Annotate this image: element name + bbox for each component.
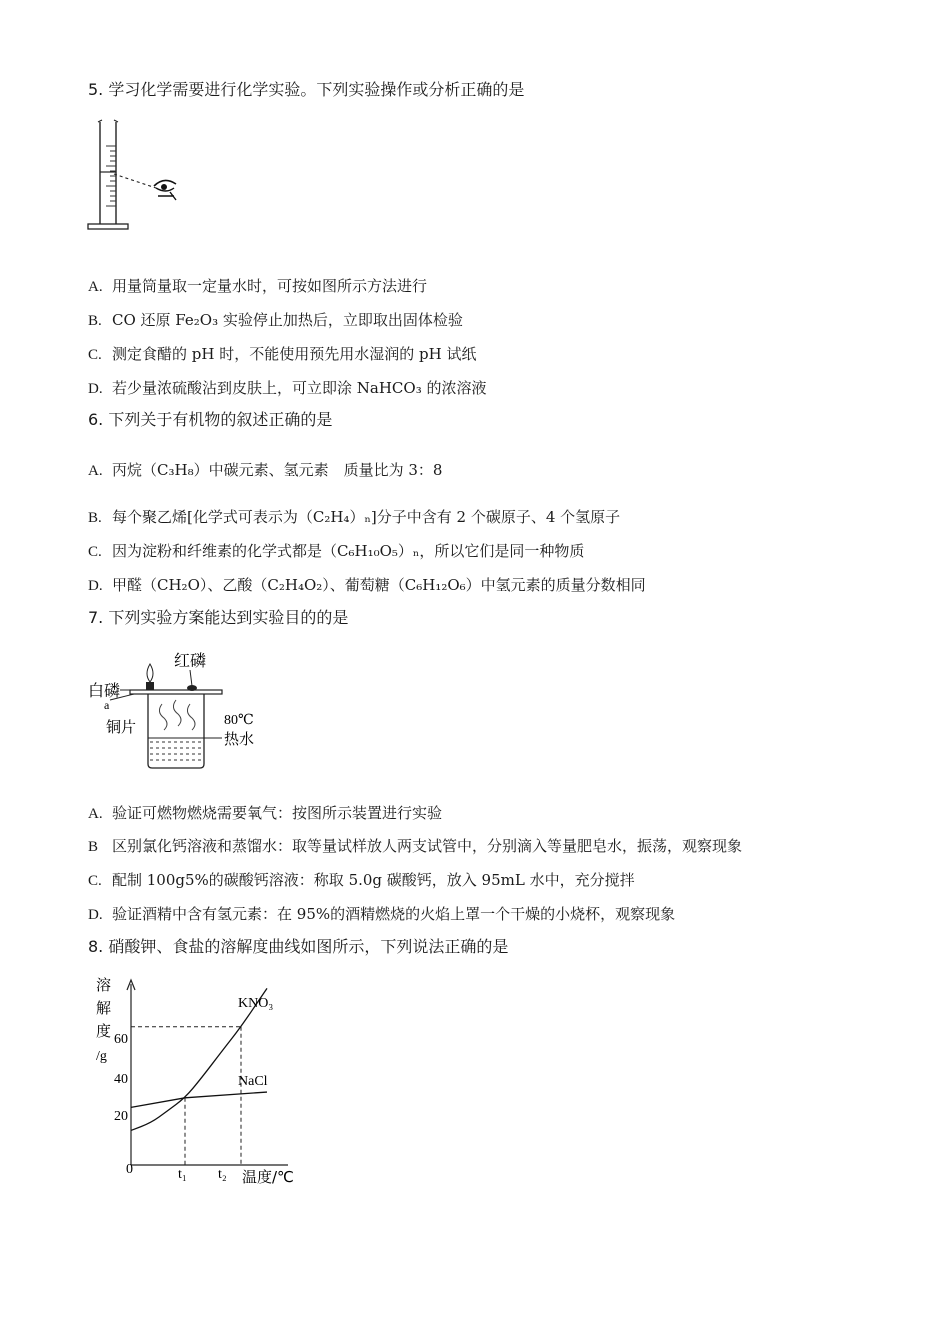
ytick-40: 40 — [114, 1072, 128, 1087]
option-7a: A. 验证可燃物燃烧需要氧气：按图所示装置进行实验 — [88, 804, 443, 822]
origin-label: 0 — [126, 1162, 133, 1177]
ylabel-char-2: 解 — [96, 999, 112, 1017]
ytick-60: 60 — [114, 1032, 128, 1047]
option-6d: D. 甲醛（CH₂O）、乙酸（C₂H₄O₂）、葡萄糖（C₆H₁₂O₆）中氢元素的质量分数相同 — [88, 576, 646, 594]
eye-icon — [154, 180, 176, 200]
label-a: a — [104, 698, 110, 712]
option-5a: A. 用量筒量取一定量水时，可按如图所示方法进行 — [88, 277, 428, 295]
option-6c: C. 因为淀粉和纤维素的化学式都是（C₆H₁₀O₅）ₙ，所以它们是同一种物质 — [88, 542, 585, 560]
option-7b: B 区别氯化钙溶液和蒸馏水：取等量试样放人两支试管中，分别滴入等量肥皂水，振荡，观察现象 — [88, 837, 743, 855]
label-copper-sheet: 铜片 — [106, 718, 137, 736]
question-8-stem: 8. 硝酸钾、食盐的溶解度曲线如图所示，下列说法正确的是 — [88, 937, 509, 956]
option-5b: B. CO 还原 Fe₂O₃ 实验停止加热后，立即取出固体检验 — [88, 311, 463, 329]
series-label-kno3: KNO₃ — [238, 996, 274, 1011]
xlabel: 温度/℃ — [242, 1168, 294, 1186]
ylabel-char-1: 溶 — [96, 976, 112, 994]
phosphorus-combustion-apparatus — [86, 646, 286, 776]
ylabel-char-3: 度 — [96, 1022, 112, 1040]
option-5c: C. 测定食醋的 pH 时，不能使用预先用水湿润的 pH 试纸 — [88, 345, 477, 363]
graduated-cylinder-figure — [84, 116, 194, 238]
ylabel-char-4: /g — [96, 1049, 107, 1064]
question-6-stem: 6. 下列关于有机物的叙述正确的是 — [88, 410, 333, 429]
label-hot-water: 热水 — [224, 730, 255, 748]
ytick-20: 20 — [114, 1109, 128, 1124]
nacl-line — [131, 1092, 267, 1107]
label-red-phosphorus: 红磷 — [174, 651, 207, 670]
series-label-nacl: NaCl — [238, 1074, 268, 1089]
xtick-t2: t₂ — [218, 1167, 227, 1182]
label-white-phosphorus: 白磷 — [88, 681, 121, 700]
option-7d: D. 验证酒精中含有氢元素：在 95%的酒精燃烧的火焰上罩一个干燥的小烧杯，观察现象 — [88, 905, 676, 923]
question-5-stem: 5. 学习化学需要进行化学实验。下列实验操作或分析正确的是 — [88, 80, 525, 99]
xtick-t1: t₁ — [178, 1167, 187, 1182]
option-7c: C. 配制 100g5%的碳酸钙溶液：称取 5.0g 碳酸钙，放入 95mL 水中，充分搅拌 — [88, 871, 635, 889]
option-6a: A. 丙烷（C₃H₈）中碳元素、氢元素 质量比为 3：8 — [88, 461, 443, 479]
question-7-stem: 7. 下列实验方案能达到实验目的的是 — [88, 608, 349, 627]
option-5d: D. 若少量浓硫酸沾到皮肤上，可立即涂 NaHCO₃ 的浓溶液 — [88, 379, 487, 397]
solubility-chart — [88, 970, 318, 1192]
option-6b: B. 每个聚乙烯[化学式可表示为（C₂H₄）ₙ]分子中含有 2 个碳原子、4 个氢原子 — [88, 508, 621, 526]
label-temperature: 80℃ — [224, 713, 254, 728]
